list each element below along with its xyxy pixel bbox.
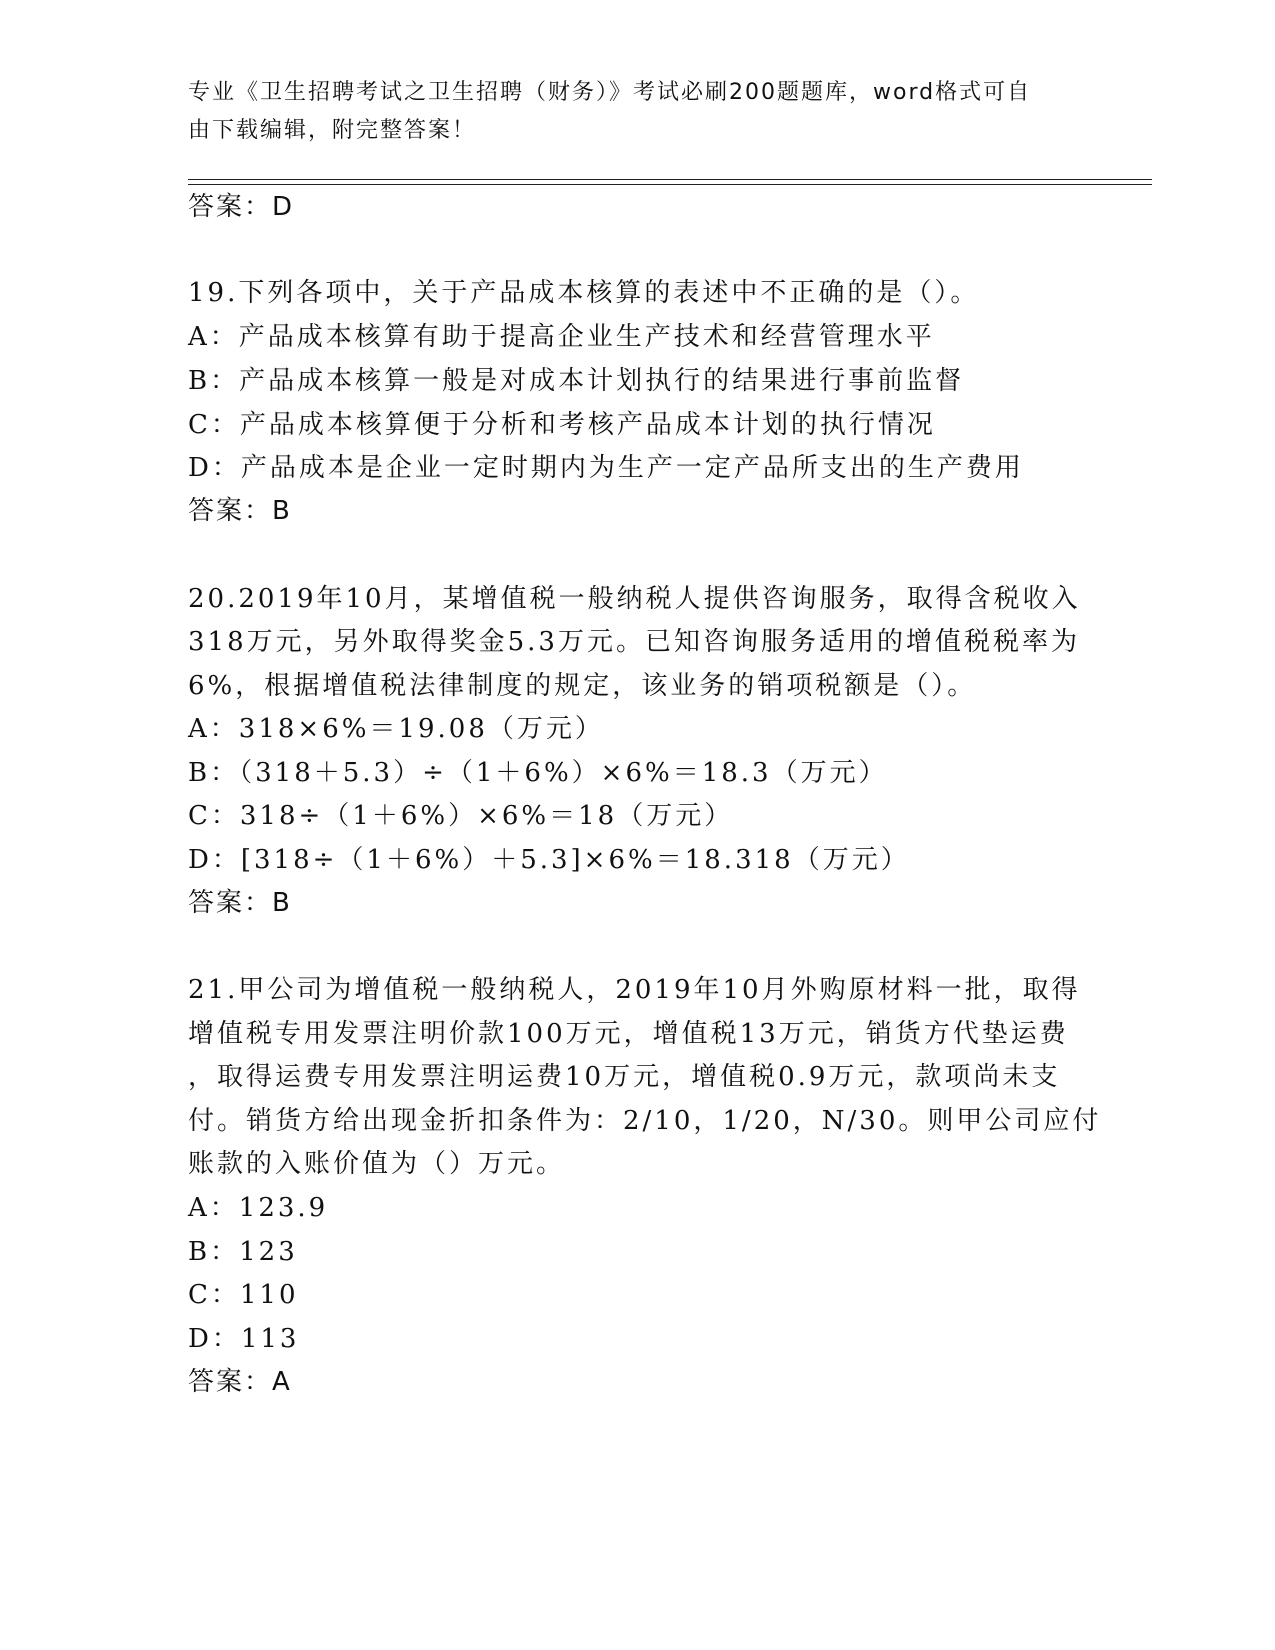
question-21-option-a: A：123.9	[188, 1193, 329, 1223]
question-20-stem-line-1: 20.2019年10月，某增值税一般纳税人提供咨询服务，取得含税收入	[188, 584, 1081, 614]
question-19-option-c: C：产品成本核算便于分析和考核产品成本计划的执行情况	[188, 410, 936, 440]
previous-answer: 答案：D	[188, 192, 295, 222]
question-19-option-a: A：产品成本核算有助于提高企业生产技术和经营管理水平	[188, 322, 935, 352]
header-divider-bottom	[188, 184, 1152, 185]
question-21-option-b: B：123	[188, 1237, 298, 1267]
question-19-option-b: B：产品成本核算一般是对成本计划执行的结果进行事前监督	[188, 366, 965, 396]
question-20-option-d: D：[318÷（1＋6%）＋5.3]×6%＝18.318（万元）	[188, 845, 910, 875]
question-21-stem-line-5: 账款的入账价值为（）万元。	[188, 1149, 566, 1179]
question-19-answer: 答案：B	[188, 496, 292, 526]
header-divider-top	[188, 179, 1152, 180]
question-21-answer: 答案：A	[188, 1367, 292, 1397]
question-20-option-a: A：318×6%＝19.08（万元）	[188, 714, 604, 744]
question-20-answer: 答案：B	[188, 888, 292, 918]
question-21-stem-line-2: 增值税专用发票注明价款100万元，增值税13万元，销货方代垫运费	[188, 1019, 1069, 1049]
document-header	[188, 74, 1068, 150]
header-line-1: 专业《卫生招聘考试之卫生招聘（财务）》考试必刷200题题库，word格式可自	[188, 80, 1032, 105]
question-21-option-c: C：110	[188, 1280, 299, 1310]
question-21-stem-line-1: 21.甲公司为增值税一般纳税人，2019年10月外购原材料一批，取得	[188, 975, 1081, 1005]
question-20-stem-line-3: 6%，根据增值税法律制度的规定，该业务的销项税额是（）。	[188, 671, 977, 701]
question-21-stem-line-4: 付。销货方给出现金折扣条件为：2/10，1/20，N/30。则甲公司应付	[188, 1106, 1102, 1136]
question-21-option-d: D：113	[188, 1324, 300, 1354]
question-20-stem-line-2: 318万元，另外取得奖金5.3万元。已知咨询服务适用的增值税税率为	[188, 627, 1080, 657]
question-19-option-d: D：产品成本是企业一定时期内为生产一定产品所支出的生产费用	[188, 453, 1024, 483]
question-19-stem: 19.下列各项中，关于产品成本核算的表述中不正确的是（）。	[188, 278, 980, 308]
header-line-2: 由下载编辑，附完整答案！	[188, 118, 477, 143]
question-21-stem-line-3: ，取得运费专用发票注明运费10万元，增值税0.9万元，款项尚未支	[188, 1062, 1061, 1092]
question-20-option-c: C：318÷（1＋6%）×6%＝18（万元）	[188, 801, 734, 831]
question-20-option-b: B：（318＋5.3）÷（1＋6%）×6%＝18.3（万元）	[188, 758, 888, 788]
